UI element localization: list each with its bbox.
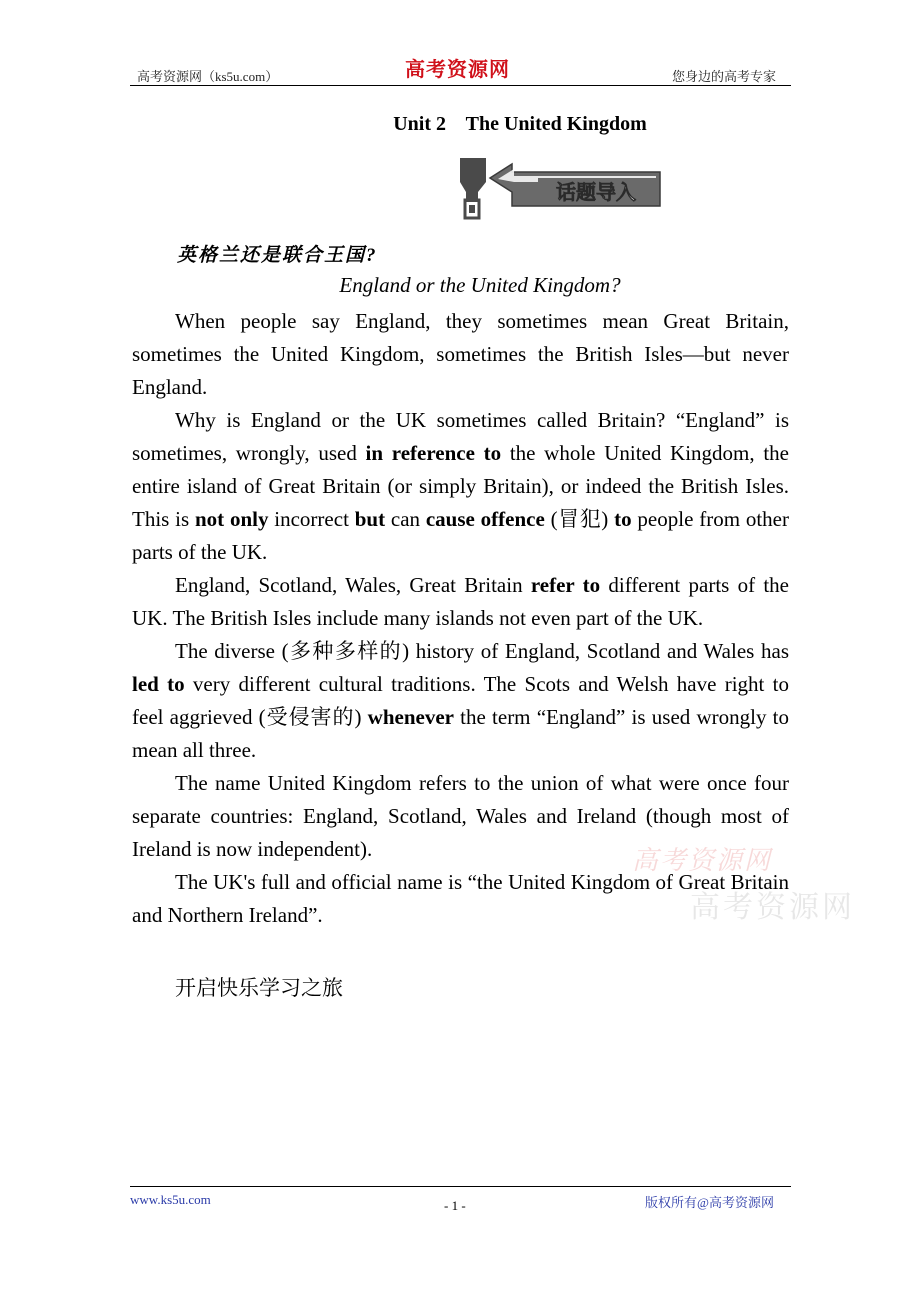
bold-phrase: to [614,507,632,531]
text-run: the term “England” is used wrongly to mean all three. [132,705,790,762]
text-run: different parts of the UK. The British Isles include many islands not even part of the UK. [132,573,789,630]
text-run: people from other parts of the UK. [132,507,789,564]
badge-label: 话题导入 [556,180,636,204]
text-run: The name United Kingdom refers to the union of what were once four separate countries: England, Scotland, Wales and Ireland (though most of Ireland is now independent). [132,771,789,861]
paragraph [132,305,789,404]
text-run: Why is England or the UK sometimes called Britain? “England” is sometimes, wrongly, used [132,408,789,465]
text-run: The UK's full and official name is “the United Kingdom of Great Britain and Northern Ireland”. [132,870,789,927]
header-slogan: 您身边的高考专家 [672,69,777,84]
closing-line: 开启快乐学习之旅 [175,976,343,1000]
footer-divider [130,1186,791,1187]
header-site-name: 高考资源网（ks5u.com） [137,69,279,84]
english-subtitle: England or the United Kingdom? [339,273,621,297]
text-run: The diverse (多种多样的) history of England, Scotland and Wales has [175,639,789,663]
topic-intro-badge [456,152,662,224]
page-number: - 1 - [444,1198,466,1213]
paragraph [132,569,789,635]
footer-website-link[interactable]: www.ks5u.com [130,1192,211,1207]
bold-phrase: not only [194,507,269,531]
text-run: can [385,507,426,531]
paragraph [132,404,789,569]
text-run: incorrect [268,507,355,531]
bold-phrase: cause offence [425,507,545,531]
watermark-gray: 高考资源网 [690,891,855,924]
watermark-red: 高考资源网 [632,846,773,875]
text-run: (冒犯) [544,507,615,531]
bold-phrase: in reference to [365,441,502,465]
bold-phrase: led to [132,672,185,696]
header-logo: 高考资源网 [405,59,510,81]
text-run: the whole United Kingdom, the entire island of Great Britain (or simply Britain), or indeed the British Isles. This is [132,441,789,531]
pointing-hand-icon [456,152,662,224]
paragraph [132,635,789,767]
text-run: England, Scotland, Wales, Great Britain [175,573,531,597]
bold-phrase: whenever [367,705,454,729]
article-body [132,305,789,932]
header-divider [130,85,791,86]
bold-phrase: but [354,507,386,531]
chinese-heading: 英格兰还是联合王国? [177,245,378,266]
text-run: very different cultural traditions. The Scots and Welsh have right to feel aggrieved (受侵害的) [132,672,790,729]
footer-copyright: 版权所有@高考资源网 [645,1195,774,1210]
unit-title: Unit 2 The United Kingdom [393,113,647,135]
bold-phrase: refer to [530,573,601,597]
text-run: When people say England, they sometimes mean Great Britain, sometimes the United Kingdom, sometimes the British Isles—but never England. [132,309,789,399]
